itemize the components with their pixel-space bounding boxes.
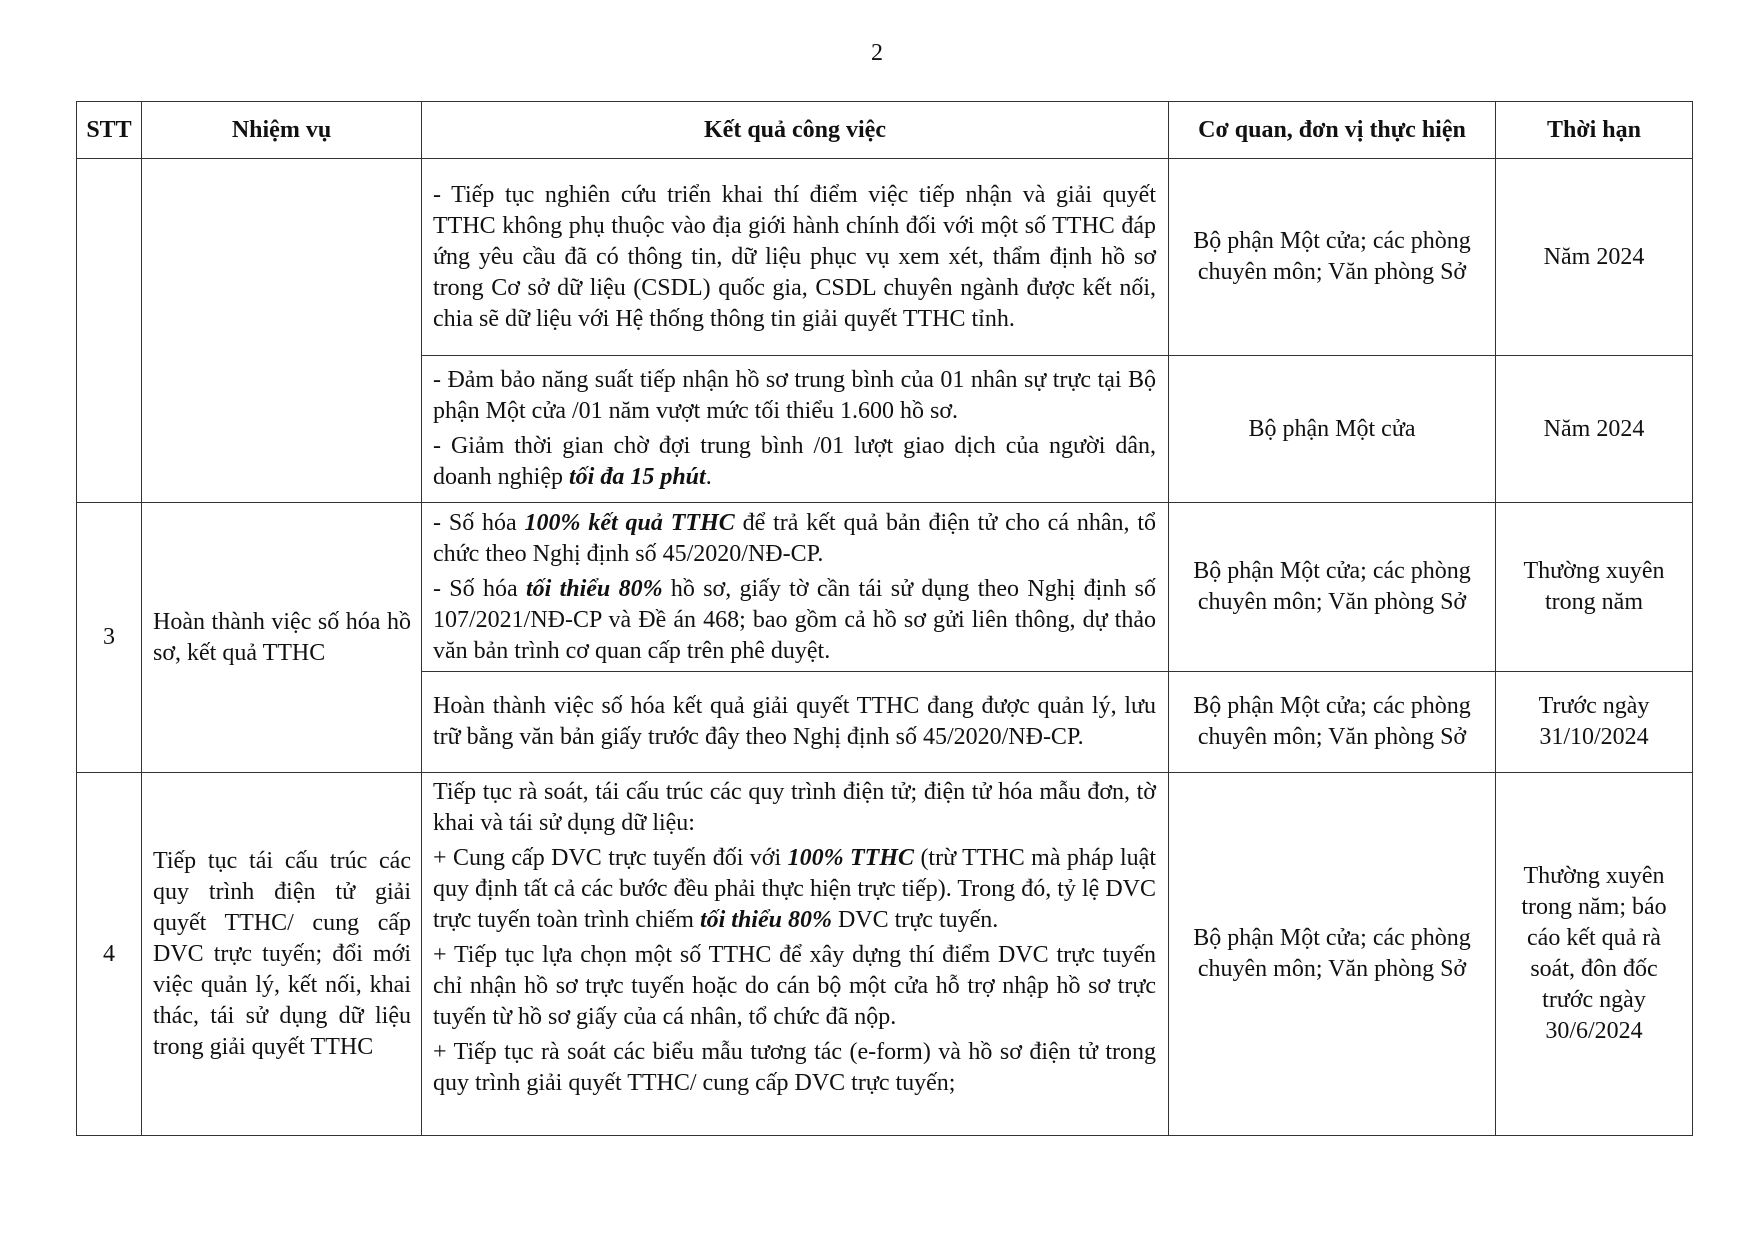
result-emphasis: tối thiểu 80% [525,575,663,602]
task-cell [142,159,422,503]
header-unit: Cơ quan, đơn vị thực hiện [1169,102,1496,159]
table-header-row [77,102,1693,159]
table-row [77,159,1693,356]
result-text [433,843,1156,936]
deadline-cell: Thường xuyên trong năm; báo cáo kết quả rà soát, đôn đốc trước ngày 30/6/2024 [1496,773,1693,1136]
result-text: - Tiếp tục nghiên cứu triển khai thí điểm việc tiếp nhận và giải quyết TTHC không phụ thuộc vào địa giới hành chính đối với một số TTHC đáp ứng yêu cầu đã có thông tin, dữ liệu phục vụ xem xét, thẩm định hồ sơ trong Cơ sở dữ liệu (CSDL) quốc gia, CSDL chuyên ngành được kết nối, chia sẽ dữ liệu với Hệ thống thông tin giải quyết TTHC tỉnh. [433,181,1156,332]
task-cell: Hoàn thành việc số hóa hồ sơ, kết quả TTHC [142,503,422,773]
result-text-part: (trừ TTHC mà pháp luật quy định tất cả các bước đều phải thực hiện trực tiếp). Trong đó, tỷ lệ DVC trực tuyến toàn trình chiếm [433,845,1156,933]
task-table [76,101,1693,1136]
stt-cell: 4 [77,773,142,1136]
result-text-part: - Số hóa [433,509,525,536]
result-text [433,431,1156,493]
header-stt: STT [77,102,142,159]
result-text: - Đảm bảo năng suất tiếp nhận hồ sơ trung bình của 01 nhân sự trực tại Bộ phận Một cửa /01 năm vượt mức tối thiểu 1.600 hồ sơ. [433,367,1156,424]
table-row [77,773,1693,1136]
stt-cell [77,159,142,503]
result-text-part: + Cung cấp DVC trực tuyến đối với [433,845,788,871]
result-emphasis: 100% TTHC [787,845,915,871]
unit-cell: Bộ phận Một cửa; các phòng chuyên môn; Văn phòng Sở [1169,773,1496,1136]
page-number: 2 [871,40,883,66]
result-emphasis: tối thiểu 80% [699,907,832,933]
result-text [433,508,1156,570]
deadline-cell: Năm 2024 [1496,356,1693,503]
unit-cell: Bộ phận Một cửa; các phòng chuyên môn; Văn phòng Sở [1169,159,1496,356]
unit-cell: Bộ phận Một cửa; các phòng chuyên môn; Văn phòng Sở [1169,503,1496,672]
header-result: Kết quả công việc [422,102,1169,159]
result-text-part: hồ sơ, giấy tờ cần tái sử dụng theo Nghị định số 107/2021/NĐ-CP và Đề án 468; bao gồm cả hồ sơ gửi liên thông, dự thảo văn bản trình cơ quan cấp trên phê duyệt. [433,575,1156,664]
result-emphasis: 100% kết quả TTHC [524,509,735,536]
result-cell [422,356,1169,503]
result-text [433,574,1156,667]
result-text-part: để trả kết quả bản điện tử cho cá nhân, tổ chức theo Nghị định số 45/2020/NĐ-CP. [433,509,1156,567]
unit-cell: Bộ phận Một cửa; các phòng chuyên môn; Văn phòng Sở [1169,672,1496,773]
header-task: Nhiệm vụ [142,102,422,159]
result-cell [422,159,1169,356]
deadline-cell: Trước ngày 31/10/2024 [1496,672,1693,773]
result-text: + Tiếp tục lựa chọn một số TTHC để xây dựng thí điểm DVC trực tuyến chỉ nhận hồ sơ trực tuyến hoặc do cán bộ một cửa hỗ trợ nhập hồ sơ trực tuyến từ hồ sơ giấy của cá nhân, tổ chức đã nộp. [433,942,1156,1030]
result-text-part: - Số hóa [433,575,526,602]
deadline-cell: Năm 2024 [1496,159,1693,356]
result-emphasis: tối đa 15 phút [568,464,706,490]
result-text-part: DVC trực tuyến. [831,907,999,933]
task-cell: Tiếp tục tái cấu trúc các quy trình điện tử giải quyết TTHC/ cung cấp DVC trực tuyến; đổi mới việc quản lý, kết nối, khai thác, tái sử dụng dữ liệu trong giải quyết TTHC [142,773,422,1136]
result-text: Tiếp tục rà soát, tái cấu trúc các quy trình điện tử; điện tử hóa mẫu đơn, tờ khai và tái sử dụng dữ liệu: [433,779,1156,836]
result-text-part: . [705,464,712,490]
result-cell [422,503,1169,672]
result-text-part: - Giảm thời gian chờ đợi trung bình /01 lượt giao dịch của người dân, doanh nghiệp [433,433,1156,490]
result-text: Hoàn thành việc số hóa kết quả giải quyết TTHC đang được quản lý, lưu trữ bằng văn bản giấy trước đây theo Nghị định số 45/2020/NĐ-CP. [433,693,1156,750]
result-text: + Tiếp tục rà soát các biểu mẫu tương tác (e-form) và hồ sơ điện tử trong quy trình giải quyết TTHC/ cung cấp DVC trực tuyến; [433,1039,1156,1096]
result-cell [422,773,1169,1136]
unit-cell: Bộ phận Một cửa [1169,356,1496,503]
header-deadline: Thời hạn [1496,102,1693,159]
deadline-cell: Thường xuyên trong năm [1496,503,1693,672]
result-cell [422,672,1169,773]
table-row [77,503,1693,672]
stt-cell: 3 [77,503,142,773]
